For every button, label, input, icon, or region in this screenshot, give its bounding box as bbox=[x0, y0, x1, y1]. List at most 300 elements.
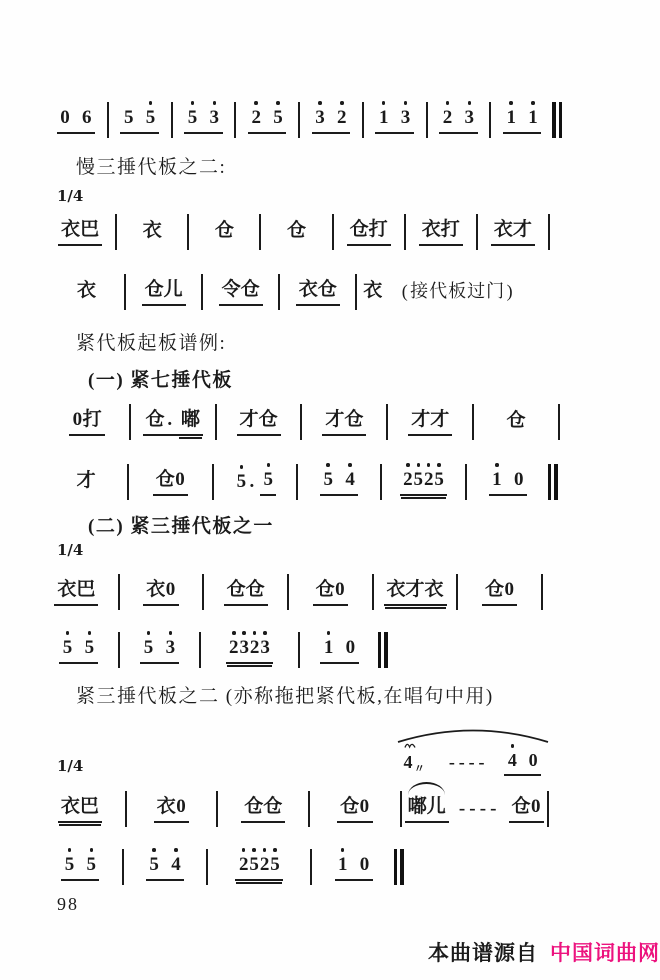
note-char: 板 bbox=[448, 281, 468, 302]
measure bbox=[299, 468, 379, 496]
note-group bbox=[58, 795, 102, 823]
note-char-octave-dot: 5 bbox=[413, 469, 423, 491]
note-char bbox=[502, 469, 513, 491]
note-char: 打 bbox=[440, 219, 460, 241]
note-char-octave-dot: 5 bbox=[143, 637, 154, 659]
note-char: 仓 bbox=[317, 279, 337, 301]
note-char-octave-dot: 1 bbox=[323, 637, 334, 659]
measure bbox=[479, 218, 547, 246]
note-char bbox=[154, 637, 165, 659]
note-char-octave-dot: 2 bbox=[249, 637, 260, 659]
note-char-octave-dot: 2 bbox=[423, 469, 434, 491]
watermark-brand: 中国词曲网 bbox=[550, 942, 660, 965]
barline bbox=[308, 791, 310, 827]
barline bbox=[298, 632, 300, 668]
note-char: 衣 bbox=[156, 796, 176, 818]
note-group bbox=[224, 578, 268, 606]
heading-man-sanchui-2: 慢三捶代板之二: bbox=[76, 157, 227, 178]
note-char: - bbox=[469, 798, 478, 820]
note-group bbox=[360, 279, 385, 305]
note-group bbox=[146, 853, 184, 881]
note-group bbox=[184, 106, 222, 134]
note-char: - bbox=[448, 752, 457, 772]
note-group bbox=[503, 106, 541, 134]
note-char: 仓 bbox=[484, 579, 504, 601]
measure bbox=[389, 408, 471, 436]
note-char: 衣 bbox=[77, 280, 97, 302]
note-char: 儿 bbox=[163, 279, 183, 301]
measure bbox=[46, 218, 114, 246]
measure bbox=[281, 278, 354, 306]
measure bbox=[46, 106, 106, 134]
note-char-octave-dot: 2 bbox=[238, 854, 249, 876]
note-char: 0 bbox=[359, 854, 370, 876]
heading-section-2: (二) 紧三捶代板之一 bbox=[88, 516, 274, 537]
note-group bbox=[509, 795, 544, 823]
note-char: 仓 bbox=[340, 796, 360, 818]
note-char-octave-dot: 3 bbox=[239, 637, 249, 659]
note-char-octave-dot: 5 bbox=[323, 469, 333, 491]
barline bbox=[300, 404, 302, 440]
note-group bbox=[408, 408, 452, 436]
note-char: 0 bbox=[176, 796, 186, 818]
score-row-jin7-1 bbox=[46, 396, 561, 440]
note-char: 门 bbox=[486, 281, 506, 302]
note-char: 衣 bbox=[363, 280, 383, 302]
note-char: 才 bbox=[430, 409, 450, 431]
note-char: 仓 bbox=[244, 796, 264, 818]
note-char-octave-dot: 5 bbox=[145, 107, 156, 129]
heading-jin-intro: 紧代板起板谱例: bbox=[76, 333, 227, 354]
measure bbox=[468, 468, 548, 496]
note-group bbox=[400, 468, 448, 496]
note-group bbox=[142, 278, 186, 306]
barline bbox=[122, 849, 124, 885]
note-group bbox=[153, 468, 188, 496]
note-char: 才 bbox=[325, 409, 345, 431]
note-group bbox=[57, 106, 95, 134]
note-char: 才 bbox=[512, 219, 532, 241]
barline bbox=[456, 574, 458, 610]
note-char: 仓 bbox=[240, 279, 260, 301]
note-group bbox=[120, 106, 158, 134]
note-group bbox=[320, 636, 358, 664]
measure bbox=[202, 636, 297, 664]
measure bbox=[290, 578, 371, 606]
note-char: 仓 bbox=[144, 279, 164, 301]
note-char: . bbox=[249, 471, 255, 493]
note-group bbox=[74, 469, 99, 495]
final-barline bbox=[378, 632, 388, 668]
note-char: 仓 bbox=[263, 796, 283, 818]
score-row-annotation bbox=[398, 745, 554, 776]
barline bbox=[287, 574, 289, 610]
note-group bbox=[419, 218, 463, 246]
measure bbox=[403, 795, 546, 823]
note-char: 0 bbox=[528, 750, 538, 770]
measure bbox=[121, 636, 198, 664]
note-char: 0 bbox=[531, 796, 541, 818]
note-char: ( bbox=[401, 281, 409, 302]
note-char-octave-dot: 3 bbox=[165, 637, 176, 659]
final-barline bbox=[548, 464, 558, 500]
note-group bbox=[143, 408, 178, 436]
note-char: 0 bbox=[165, 579, 176, 601]
note-char: 巴 bbox=[79, 796, 99, 818]
note-char: 仓 bbox=[506, 410, 526, 432]
note-char-octave-dot: 5 bbox=[263, 469, 273, 491]
note-char-octave-dot: 2 bbox=[259, 854, 270, 876]
note-char: - bbox=[479, 798, 489, 820]
note-group bbox=[455, 797, 503, 823]
measure bbox=[358, 279, 528, 305]
barline bbox=[278, 274, 280, 310]
measure bbox=[46, 408, 128, 436]
note-char: 仓 bbox=[349, 219, 369, 241]
note-char: 0 bbox=[504, 579, 514, 601]
note-group bbox=[504, 409, 529, 435]
note-char: 4 bbox=[403, 752, 413, 772]
measure bbox=[262, 219, 330, 245]
measure bbox=[303, 408, 385, 436]
note-char: 衣 bbox=[493, 219, 513, 241]
note-char: 仓 bbox=[245, 579, 265, 601]
barline bbox=[296, 464, 298, 500]
measure bbox=[365, 106, 425, 134]
note-char bbox=[70, 107, 81, 129]
barline bbox=[541, 574, 543, 610]
barline bbox=[355, 274, 357, 310]
measure bbox=[121, 578, 202, 606]
measure bbox=[40, 853, 121, 881]
note-group bbox=[178, 408, 203, 436]
barline bbox=[362, 102, 364, 138]
note-char: 0 bbox=[359, 796, 370, 818]
note-group bbox=[414, 763, 425, 776]
note-char-octave-dot: 2 bbox=[403, 469, 413, 491]
note-char-octave-dot: 3 bbox=[400, 107, 411, 129]
score-row-jin3b-2 bbox=[40, 841, 404, 885]
note-group bbox=[284, 219, 309, 245]
note-char: 仓 bbox=[344, 409, 364, 431]
heading-jin-sanchui-2: 紧三捶代板之二 (亦称拖把紧代板,在唱句中用) bbox=[76, 686, 494, 707]
note-group bbox=[260, 468, 276, 496]
note-char: 0 bbox=[60, 107, 70, 129]
note-char: 才 bbox=[411, 409, 431, 431]
score-row-jin3a-2 bbox=[40, 624, 388, 668]
note-char: 〃 bbox=[413, 763, 425, 776]
barline bbox=[332, 214, 334, 250]
note-char: 巴 bbox=[76, 579, 96, 601]
note-char: 衣 bbox=[424, 579, 444, 601]
barline bbox=[202, 574, 204, 610]
note-group bbox=[347, 218, 391, 246]
note-group bbox=[61, 853, 99, 881]
score-row-opening bbox=[46, 94, 562, 138]
note-char: 0 bbox=[513, 469, 524, 491]
page-number: 98 bbox=[57, 894, 79, 914]
measure bbox=[110, 106, 170, 134]
barline bbox=[199, 632, 201, 668]
barline bbox=[187, 214, 189, 250]
note-char-octave-dot: 5 bbox=[270, 854, 280, 876]
score-row-jin3b-1 bbox=[36, 783, 550, 827]
barline bbox=[118, 632, 120, 668]
measure bbox=[132, 408, 214, 436]
note-char: ) bbox=[506, 281, 514, 302]
note-group bbox=[233, 470, 260, 496]
barline bbox=[404, 214, 406, 250]
note-group bbox=[439, 106, 477, 134]
note-char-octave-dot: 1 bbox=[528, 107, 538, 129]
note-char-octave-dot: 5 bbox=[273, 107, 283, 129]
note-group bbox=[140, 636, 178, 664]
note-char: 5 bbox=[123, 107, 134, 129]
note-char bbox=[334, 637, 345, 659]
note-char: 仓 bbox=[214, 220, 234, 242]
measure bbox=[50, 279, 123, 305]
note-char: 衣 bbox=[57, 579, 77, 601]
note-group bbox=[59, 636, 97, 664]
final-barline bbox=[552, 102, 562, 138]
note-char: 过 bbox=[467, 281, 487, 302]
note-group bbox=[320, 468, 358, 496]
note-char: 衣 bbox=[421, 219, 441, 241]
note-group bbox=[445, 751, 491, 776]
note-char-octave-dot: 5 bbox=[187, 107, 198, 129]
note-char: 衣 bbox=[386, 579, 406, 601]
score-row-jin3a-1 bbox=[36, 566, 544, 610]
note-char: 0 bbox=[175, 469, 185, 491]
note-group bbox=[248, 106, 286, 134]
measure bbox=[125, 853, 206, 881]
note-group bbox=[219, 278, 263, 306]
measure bbox=[128, 795, 216, 823]
barline bbox=[107, 102, 109, 138]
time-signature: 1/4 bbox=[57, 541, 84, 559]
note-char: 衣 bbox=[146, 579, 166, 601]
note-char: - bbox=[478, 752, 487, 772]
measure bbox=[36, 795, 124, 823]
note-char-octave-dot: 5 bbox=[64, 854, 75, 876]
measure bbox=[218, 408, 300, 436]
note-group bbox=[58, 218, 102, 246]
note-char-octave-dot: 4 bbox=[507, 750, 517, 770]
note-char: - bbox=[458, 798, 468, 820]
heading-section-1: (一) 紧七捶代板 bbox=[88, 370, 233, 391]
watermark bbox=[428, 937, 660, 967]
note-char: 儿 bbox=[426, 796, 446, 818]
measure bbox=[313, 853, 394, 881]
barline bbox=[125, 791, 127, 827]
note-char: 仓 bbox=[226, 579, 246, 601]
note-char: 嘟 bbox=[180, 409, 200, 431]
barline bbox=[212, 464, 214, 500]
note-char: 衣 bbox=[60, 796, 80, 818]
note-group bbox=[313, 578, 348, 606]
note-char: - bbox=[468, 752, 477, 772]
note-group-slurred bbox=[405, 795, 449, 823]
barline bbox=[201, 274, 203, 310]
measure bbox=[429, 106, 489, 134]
barline bbox=[234, 102, 236, 138]
note-char-octave-dot: 2 bbox=[251, 107, 261, 129]
note-char bbox=[389, 107, 400, 129]
note-char-octave-dot: 2 bbox=[442, 107, 453, 129]
note-char: 衣 bbox=[298, 279, 318, 301]
note-char-octave-dot: 1 bbox=[506, 107, 516, 129]
barline bbox=[298, 102, 300, 138]
note-group bbox=[235, 853, 283, 881]
note-char bbox=[453, 107, 464, 129]
barline bbox=[127, 464, 129, 500]
note-char-octave-dot: 5 bbox=[84, 637, 95, 659]
measure bbox=[215, 468, 295, 496]
note-char bbox=[198, 107, 209, 129]
note-char-octave-dot: 5 bbox=[434, 469, 444, 491]
measure bbox=[407, 218, 475, 246]
note-group bbox=[322, 408, 366, 436]
note-char: 才 bbox=[405, 579, 425, 601]
note-group bbox=[54, 578, 98, 606]
note-group bbox=[69, 408, 104, 436]
note-char-octave-dot: 4 bbox=[345, 469, 355, 491]
time-signature: 1/4 bbox=[57, 757, 84, 775]
measure bbox=[204, 278, 277, 306]
note-group bbox=[337, 795, 372, 823]
measure bbox=[209, 853, 309, 881]
note-char: 衣 bbox=[142, 220, 162, 242]
barline bbox=[215, 404, 217, 440]
barline bbox=[171, 102, 173, 138]
measure bbox=[46, 469, 126, 495]
note-char bbox=[73, 637, 84, 659]
measure bbox=[205, 578, 286, 606]
measure bbox=[118, 219, 186, 245]
measure bbox=[375, 578, 456, 606]
note-char-octave-dot: 5 bbox=[62, 637, 73, 659]
barline bbox=[489, 102, 491, 138]
measure bbox=[383, 468, 463, 496]
note-group bbox=[212, 219, 237, 245]
measure bbox=[40, 636, 117, 664]
note-group bbox=[241, 795, 285, 823]
barline bbox=[400, 791, 402, 827]
note-char-octave-dot: 5 bbox=[149, 854, 159, 876]
note-group bbox=[143, 578, 178, 606]
measure bbox=[36, 578, 117, 606]
note-char: - bbox=[490, 798, 499, 820]
note-char: 嘟 bbox=[407, 796, 427, 818]
barline bbox=[115, 214, 117, 250]
note-char-octave-dot: 3 bbox=[209, 107, 220, 129]
measure bbox=[127, 278, 200, 306]
score-row-man-2 bbox=[50, 266, 528, 310]
measure bbox=[190, 219, 258, 245]
barline bbox=[426, 102, 428, 138]
barline bbox=[547, 791, 549, 827]
note-group bbox=[384, 578, 447, 606]
note-char-octave-dot: 5 bbox=[236, 471, 247, 493]
note-char bbox=[517, 750, 528, 771]
note-group bbox=[140, 219, 165, 245]
note-group bbox=[226, 636, 274, 664]
note-char: 仓 bbox=[286, 220, 306, 242]
note-char: 0 bbox=[72, 409, 83, 431]
note-char: 0 bbox=[345, 637, 356, 659]
barline bbox=[372, 574, 374, 610]
barline bbox=[558, 404, 560, 440]
note-char: 仓 bbox=[155, 469, 175, 491]
barline bbox=[472, 404, 474, 440]
note-char bbox=[516, 107, 527, 129]
note-char bbox=[325, 107, 336, 129]
upper-voice-annotation bbox=[394, 728, 554, 778]
note-char-octave-dot: 5 bbox=[86, 854, 97, 876]
barline bbox=[465, 464, 467, 500]
note-char: 0 bbox=[335, 579, 345, 601]
barline bbox=[380, 464, 382, 500]
measure bbox=[335, 218, 403, 246]
note-group bbox=[375, 106, 413, 134]
note-group bbox=[74, 279, 99, 305]
barline bbox=[386, 404, 388, 440]
note-char-octave-dot: 4 bbox=[171, 854, 181, 876]
note-char-octave-dot: 3 bbox=[315, 107, 325, 129]
note-char: 代 bbox=[429, 281, 449, 302]
note-group bbox=[504, 749, 541, 776]
barline bbox=[206, 849, 208, 885]
note-char: 巴 bbox=[80, 219, 100, 241]
note-char: . bbox=[167, 409, 173, 431]
note-group bbox=[237, 408, 281, 436]
note-char-octave-dot: 5 bbox=[249, 854, 259, 876]
barline bbox=[129, 404, 131, 440]
note-group bbox=[335, 853, 373, 881]
note-char: 仓 bbox=[258, 409, 278, 431]
note-char bbox=[159, 854, 170, 876]
note-char bbox=[134, 107, 145, 129]
inline-note bbox=[397, 280, 518, 305]
note-char bbox=[333, 469, 344, 491]
barline bbox=[259, 214, 261, 250]
note-char: 6 bbox=[82, 107, 92, 129]
barline bbox=[548, 214, 550, 250]
final-barline bbox=[394, 849, 404, 885]
time-signature: 1/4 bbox=[57, 187, 84, 205]
measure bbox=[301, 636, 378, 664]
note-char: 接 bbox=[410, 281, 430, 302]
measure bbox=[311, 795, 399, 823]
barline bbox=[310, 849, 312, 885]
note-group bbox=[491, 218, 535, 246]
score-row-jin7-2 bbox=[46, 456, 558, 500]
barline bbox=[124, 274, 126, 310]
note-group bbox=[489, 468, 527, 496]
measure bbox=[174, 106, 234, 134]
note-char-octave-dot: 3 bbox=[464, 107, 475, 129]
note-char: - bbox=[458, 752, 467, 772]
note-char bbox=[75, 854, 86, 876]
measure bbox=[492, 106, 552, 134]
note-group bbox=[154, 795, 189, 823]
measure bbox=[130, 468, 210, 496]
note-char: 仓 bbox=[145, 409, 165, 431]
measure bbox=[459, 578, 540, 606]
note-char: 打 bbox=[82, 409, 102, 431]
barline bbox=[118, 574, 120, 610]
note-char-octave-dot: 1 bbox=[337, 854, 348, 876]
